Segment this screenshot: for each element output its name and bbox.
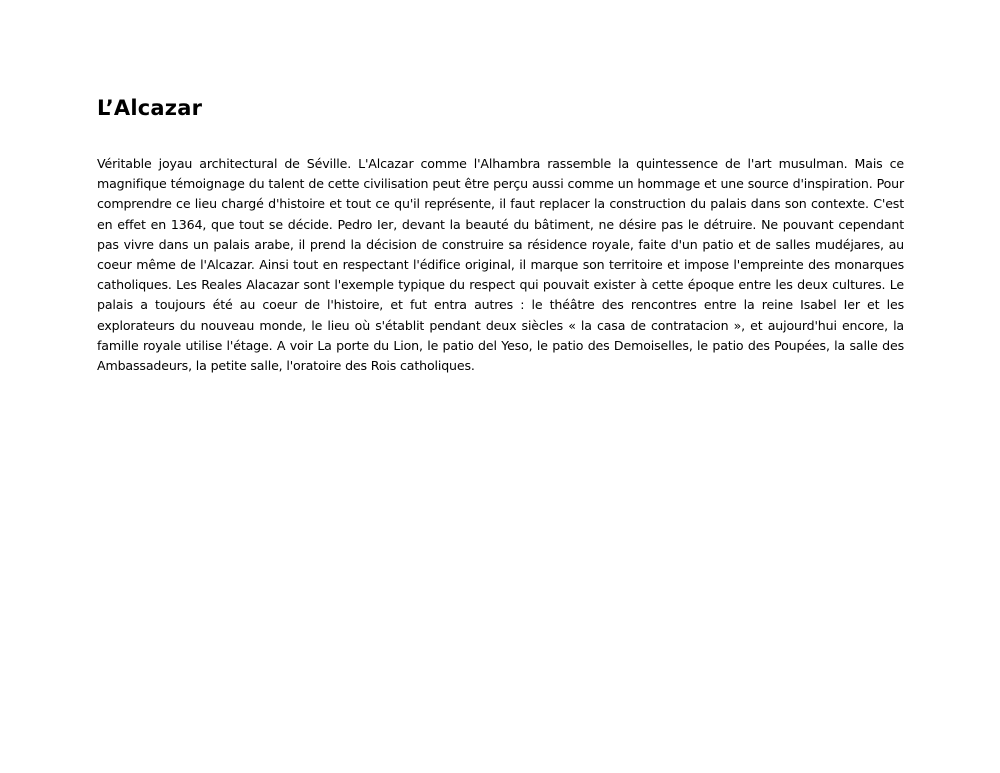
document-paragraph: Véritable joyau architectural de Séville. L'Alcazar comme l'Alhambra rassemble la quintessence de l'art musulman. Mais ce magnifique témoignage du talent de cette civilisation peut être perçu aussi comme un hommage et une source d'inspiration. Pour comprendre ce lieu chargé d'histoire et tout ce qu'il représente, il faut replacer la construction du palais dans son contexte. C'est en effet en 1364, que tout se décide. Pedro Ier, devant la beauté du bâtiment, ne désire pas le détruire. Ne pouvant cependant pas vivre dans un palais arabe, il prend la décision de construire sa résidence royale, faite d'un patio et de salles mudéjares, au coeur même de l'Alcazar. Ainsi tout en respectant l'édifice original, il marque son territoire et impose l'empreinte des monarques catholiques. Les Reales Alacazar sont l'exemple typique du respect qui pouvait exister à cette époque entre les deux cultures. Le palais a toujours été au coeur de l'histoire, et fut entra autres : le théâtre des rencontres entre la reine Isabel Ier et les explorateurs du nouveau monde, le lieu où s'établit pendant deux siècles « la casa de contratacion », et aujourd'hui encore, la famille royale utilise l'étage. A voir La porte du Lion, le patio del Yeso, le patio des Demoiselles, le patio des Poupées, la salle des Ambassadeurs, la petite salle, l'oratoire des Rois catholiques. [97, 156, 904, 374]
document-title: L’Alcazar [97, 96, 203, 120]
